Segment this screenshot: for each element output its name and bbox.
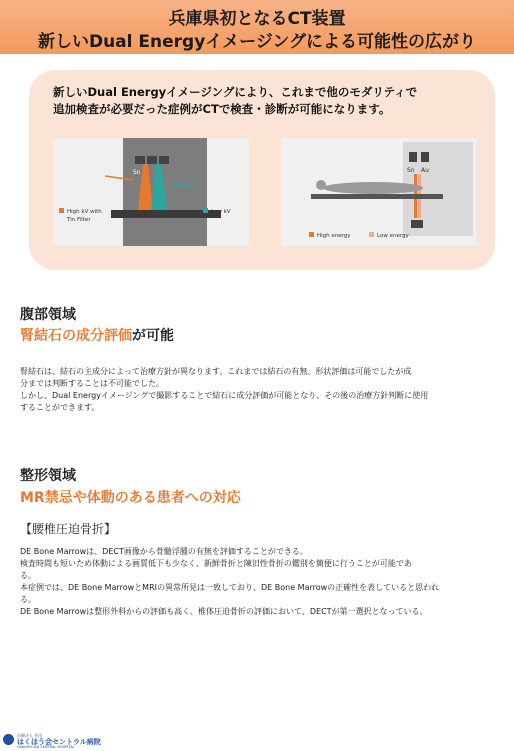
tube-block [421,152,429,162]
detector-block [411,220,423,228]
legend-high-label: High energy [317,233,351,239]
hospital-logo [3,733,123,749]
legend-low-swatch [203,208,208,213]
orthopedic-paragraph: 本症例では、DE Bone MarrowとMRIの異常所見は一致しており、DE Bone Marrowの正確性を表していると思われ [20,583,440,592]
orthopedic-paragraph: 検査時間も短いため体動による画質低下も少なく、新鮮骨折と陳旧性骨折の鑑別を簡便に行うことが可能であ [20,559,412,568]
legend-high-swatch [309,232,314,237]
title-line-1: 兵庫県初となるCT装置 [168,9,346,29]
logo-small-text: 医療法人 社団 [17,733,43,738]
intro-line-2: 追加検査が必要だった症例がCTで検査・診断が可能になります。 [53,102,391,116]
legend-low-swatch [369,232,374,237]
orthopedic-paragraph: DE Bone Marrowは整形外科からの評価も高く、椎体圧迫骨折の評価において、DECTが第一選択となっている。 [20,607,428,616]
legend-low-label: Low energy [377,233,409,239]
intro-line-1: 新しいDual Energyイメージングにより、これまで他のモダリティで [53,85,418,99]
orthopedic-body [20,546,502,618]
sn-label: Sn [407,167,415,174]
gantry-shape [123,138,207,246]
legend-high-swatch [59,208,64,213]
table-top [311,194,443,199]
title-banner [0,0,514,54]
legend-high-label: High kV with [67,209,102,215]
abdomen-paragraph: 分までは判断することは不可能でした。 [20,379,164,388]
dual-source-diagram [53,138,249,246]
abdomen-body [20,366,502,414]
dual-energy-panel [29,70,495,270]
tube-block [409,152,417,162]
orthopedic-paragraph: る。 [20,571,36,580]
patient-body [323,182,423,194]
orthopedic-subtitle: MR禁忌や体動のある患者への対応 [20,490,241,506]
abdomen-paragraph: することができます。 [20,403,100,412]
abdomen-title: 腹部領域 [20,307,76,323]
abdomen-subtitle-highlight: 腎結石の成分評価 [20,328,132,344]
logo-hospital-name: はくほう会セントラル病院 [17,738,101,746]
sn-label: Sn [133,169,141,176]
orthopedic-paragraph: る。 [20,595,36,604]
intro-text [53,84,483,118]
tube-block [159,156,169,164]
case-heading: 【腰椎圧迫骨折】 [20,522,117,536]
legend-low-label: Low kV [211,209,231,215]
logo-english-name: HAKUHO-KAI CENTRAL HOSPITAL [17,745,75,749]
legend-high-label-2: Tin Filter [67,217,91,223]
abdomen-paragraph: しかし、Dual Energyイメージングで撮影することで結石に成分評価が可能となり、その後の治療方針判断に使用 [20,391,429,400]
tube-block [135,156,145,164]
logo-mark-icon [3,734,14,745]
abdomen-subtitle-rest: が可能 [132,328,174,344]
spectral-filter-diagram [281,138,477,246]
abdomen-subtitle [20,325,174,345]
title-line-2: 新しいDual Energyイメージングによる可能性の広がり [37,32,477,52]
abdomen-paragraph: 腎結石は、結石の主成分によって治療方針が異なります。これまでは結石の有無、形状評価は可能でしたが成 [20,367,412,376]
patient-head [316,180,326,190]
au-label: Au [421,167,429,174]
orthopedic-title: 整形領域 [20,468,76,484]
tube-block [147,156,157,164]
orthopedic-paragraph: DE Bone Marrowは、DECT画像から骨髄浮腫の有無を評価することができる。 [20,547,308,556]
